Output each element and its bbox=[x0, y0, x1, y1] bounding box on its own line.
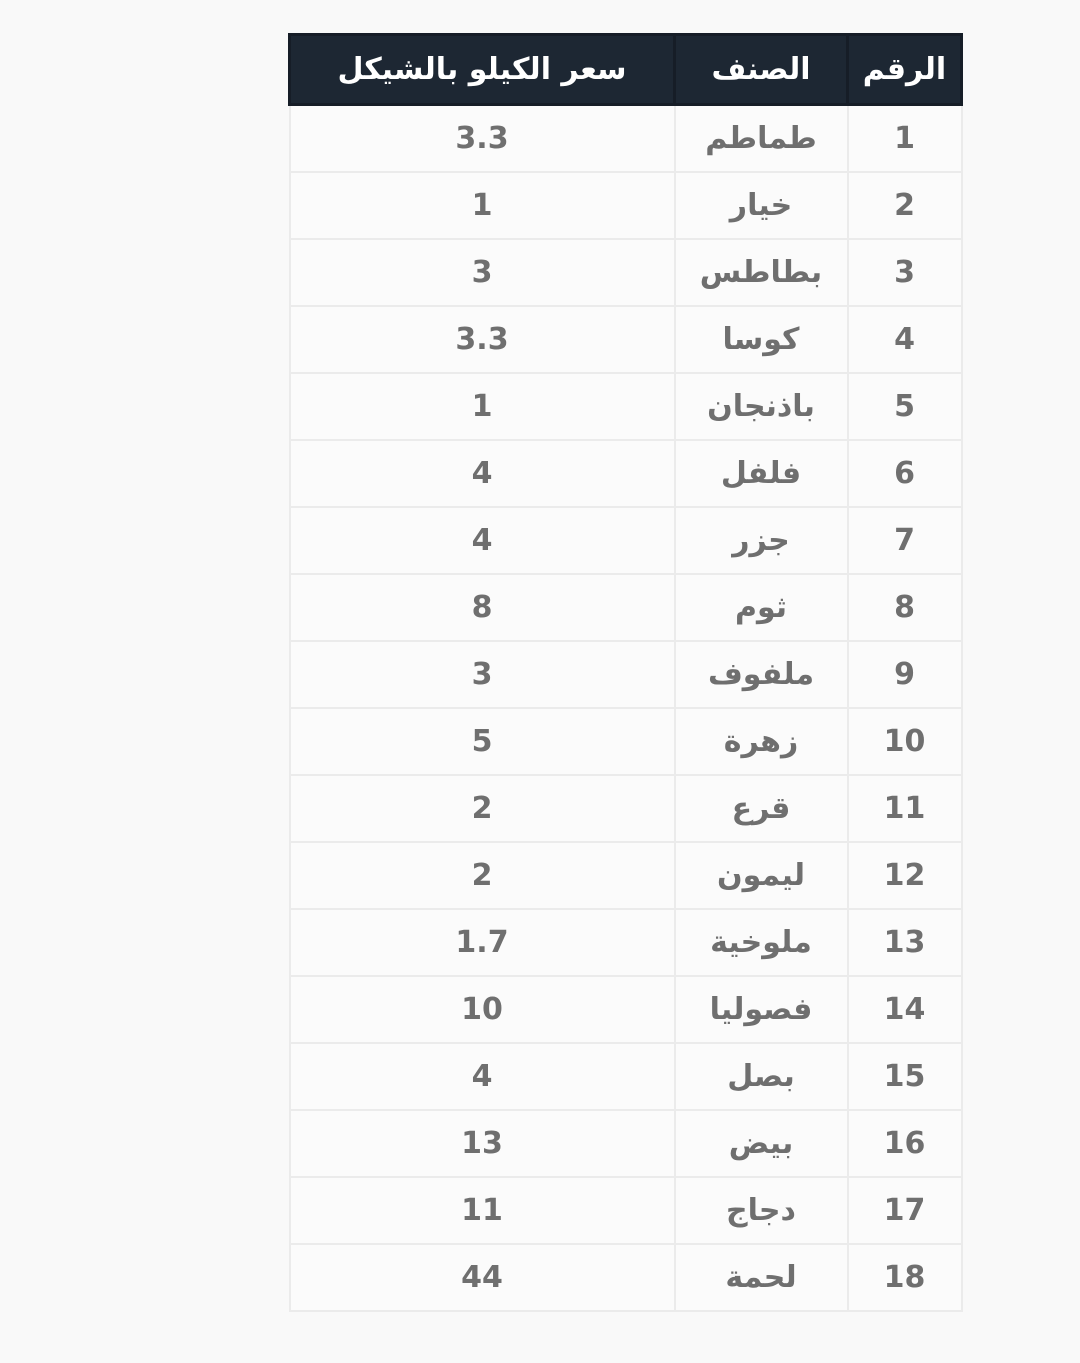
cell-number: 16 bbox=[848, 1110, 962, 1177]
cell-item: طماطم bbox=[675, 105, 848, 172]
cell-item: فصوليا bbox=[675, 976, 848, 1043]
cell-price: 3 bbox=[290, 239, 675, 306]
cell-number: 6 bbox=[848, 440, 962, 507]
cell-number: 9 bbox=[848, 641, 962, 708]
cell-price: 4 bbox=[290, 1043, 675, 1110]
header-row bbox=[290, 35, 962, 105]
cell-item: قرع bbox=[675, 775, 848, 842]
table-row bbox=[290, 306, 962, 373]
cell-item: كوسا bbox=[675, 306, 848, 373]
cell-price: 2 bbox=[290, 775, 675, 842]
cell-price: 5 bbox=[290, 708, 675, 775]
table-row bbox=[290, 574, 962, 641]
cell-item: ليمون bbox=[675, 842, 848, 909]
cell-item: ملفوف bbox=[675, 641, 848, 708]
table-row bbox=[290, 1244, 962, 1311]
cell-price: 44 bbox=[290, 1244, 675, 1311]
table-row bbox=[290, 976, 962, 1043]
table-row bbox=[290, 239, 962, 306]
cell-item: زهرة bbox=[675, 708, 848, 775]
cell-item: بصل bbox=[675, 1043, 848, 1110]
table-row bbox=[290, 105, 962, 172]
column-header-item: الصنف bbox=[675, 35, 848, 105]
cell-price: 1 bbox=[290, 373, 675, 440]
cell-number: 15 bbox=[848, 1043, 962, 1110]
cell-price: 3.3 bbox=[290, 105, 675, 172]
cell-item: بطاطس bbox=[675, 239, 848, 306]
table-row bbox=[290, 172, 962, 239]
cell-number: 14 bbox=[848, 976, 962, 1043]
cell-number: 17 bbox=[848, 1177, 962, 1244]
cell-price: 8 bbox=[290, 574, 675, 641]
cell-price: 4 bbox=[290, 440, 675, 507]
table-row bbox=[290, 507, 962, 574]
cell-item: ملوخية bbox=[675, 909, 848, 976]
table-row bbox=[290, 909, 962, 976]
cell-item: باذنجان bbox=[675, 373, 848, 440]
cell-item: خيار bbox=[675, 172, 848, 239]
cell-number: 7 bbox=[848, 507, 962, 574]
cell-item: دجاج bbox=[675, 1177, 848, 1244]
table-row bbox=[290, 842, 962, 909]
cell-number: 1 bbox=[848, 105, 962, 172]
cell-number: 2 bbox=[848, 172, 962, 239]
cell-number: 18 bbox=[848, 1244, 962, 1311]
cell-price: 13 bbox=[290, 1110, 675, 1177]
cell-number: 8 bbox=[848, 574, 962, 641]
cell-number: 13 bbox=[848, 909, 962, 976]
cell-price: 1 bbox=[290, 172, 675, 239]
cell-price: 2 bbox=[290, 842, 675, 909]
cell-price: 10 bbox=[290, 976, 675, 1043]
cell-item: بيض bbox=[675, 1110, 848, 1177]
cell-number: 3 bbox=[848, 239, 962, 306]
cell-number: 4 bbox=[848, 306, 962, 373]
table-row bbox=[290, 373, 962, 440]
table-row bbox=[290, 1177, 962, 1244]
table-row bbox=[290, 1110, 962, 1177]
cell-item: لحمة bbox=[675, 1244, 848, 1311]
table-row bbox=[290, 1043, 962, 1110]
table-row bbox=[290, 708, 962, 775]
cell-price: 1.7 bbox=[290, 909, 675, 976]
cell-number: 10 bbox=[848, 708, 962, 775]
cell-number: 11 bbox=[848, 775, 962, 842]
cell-price: 3 bbox=[290, 641, 675, 708]
cell-number: 12 bbox=[848, 842, 962, 909]
table-header bbox=[290, 35, 962, 105]
cell-price: 4 bbox=[290, 507, 675, 574]
cell-price: 11 bbox=[290, 1177, 675, 1244]
price-table bbox=[288, 33, 963, 1312]
cell-item: فلفل bbox=[675, 440, 848, 507]
table-row bbox=[290, 641, 962, 708]
table-row bbox=[290, 775, 962, 842]
cell-number: 5 bbox=[848, 373, 962, 440]
table-row bbox=[290, 440, 962, 507]
cell-price: 3.3 bbox=[290, 306, 675, 373]
column-header-price: سعر الكيلو بالشيكل bbox=[290, 35, 675, 105]
cell-item: ثوم bbox=[675, 574, 848, 641]
column-header-number: الرقم bbox=[848, 35, 962, 105]
price-table-container bbox=[288, 33, 960, 1312]
cell-item: جزر bbox=[675, 507, 848, 574]
table-body bbox=[290, 105, 962, 1311]
